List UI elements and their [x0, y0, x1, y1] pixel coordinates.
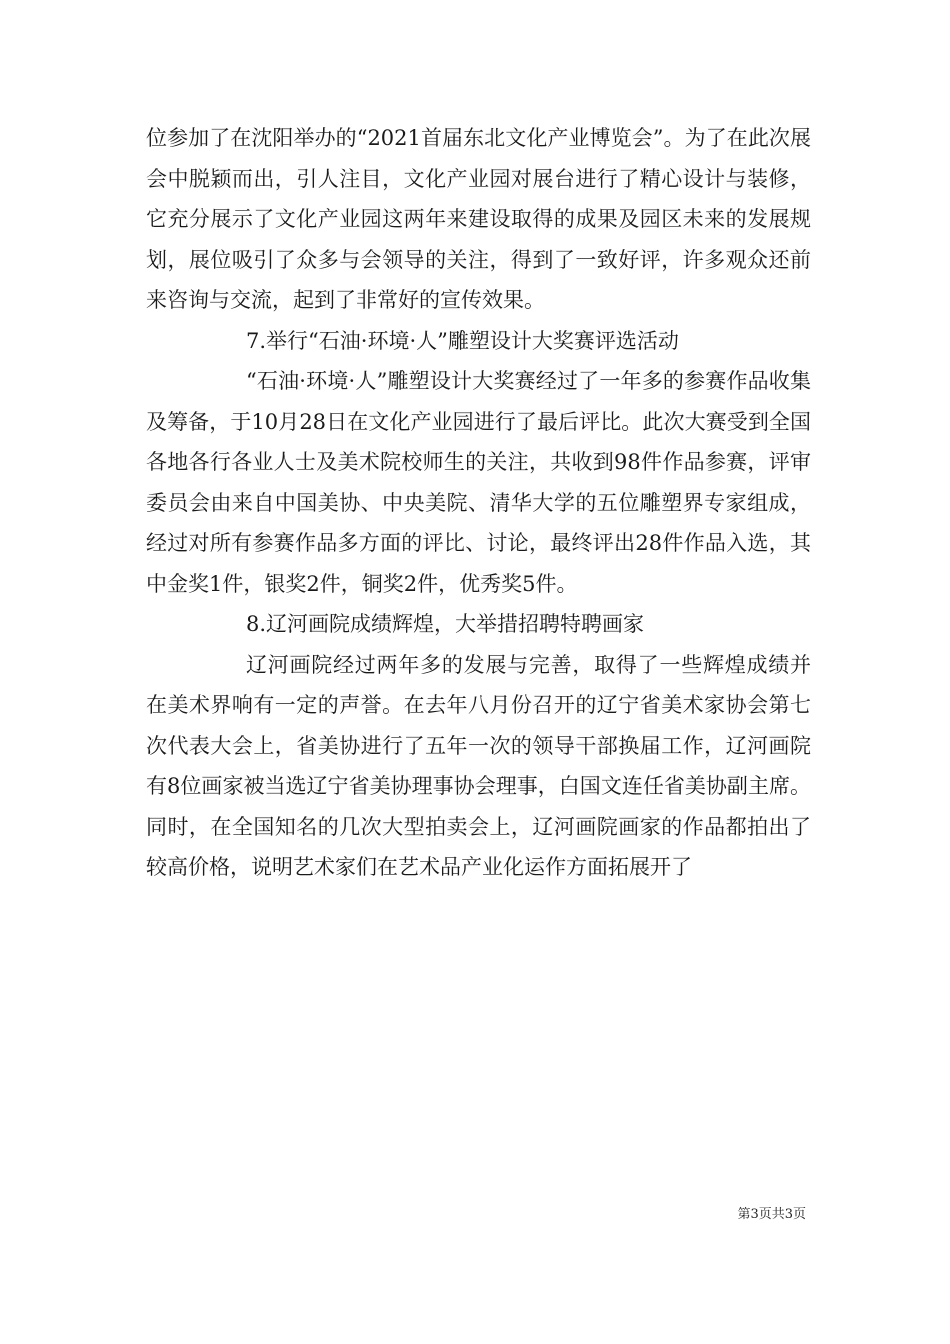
paragraph-liaohe-academy: 辽河画院经过两年多的发展与完善，取得了一些辉煌成绩并在美术界响有一定的声誉。在去年八月份召开的辽宁省美术家协会第七次代表大会上，省美协进行了五年一次的领导干部换届工作，辽河画院有8位画家被当选辽宁省美协理事协会理事，白国文连任省美协副主席。同时，在全国知名的几次大型拍卖会上，辽河画院画家的作品都拍出了较高价格，说明艺术家们在艺术品产业化运作方面拓展开了	[146, 652, 811, 879]
section-heading-8: 8.辽河画院成绩辉煌，大举措招聘特聘画家	[246, 612, 645, 636]
document-body	[146, 118, 811, 888]
paragraph-expo-continuation: 位参加了在沈阳举办的“2021首届东北文化产业博览会”。为了在此次展会中脱颖而出，引人注目，文化产业园对展台进行了精心设计与装修，它充分展示了文化产业园这两年来建设取得的成果及园区未来的发展规划，展位吸引了众多与会领导的关注，得到了一致好评，许多观众还前来咨询与交流，起到了非常好的宣传效果。	[146, 126, 811, 312]
paragraph-sculpture-contest: “石油·环境·人”雕塑设计大奖赛经过了一年多的参赛作品收集及筹备，于10月28日在文化产业园进行了最后评比。此次大赛受到全国各地各行各业人士及美术院校师生的关注，共收到98件作品参赛，评审委员会由来自中国美协、中央美院、清华大学的五位雕塑界专家组成，经过对所有参赛作品多方面的评比、讨论，最终评出28件作品入选，其中金奖1件，银奖2件，铜奖2件，优秀奖5件。	[146, 369, 811, 596]
page-number-footer: 第3页共3页	[737, 1207, 806, 1222]
section-heading-7: 7.举行“石油·环境·人”雕塑设计大奖赛评选活动	[246, 328, 679, 353]
